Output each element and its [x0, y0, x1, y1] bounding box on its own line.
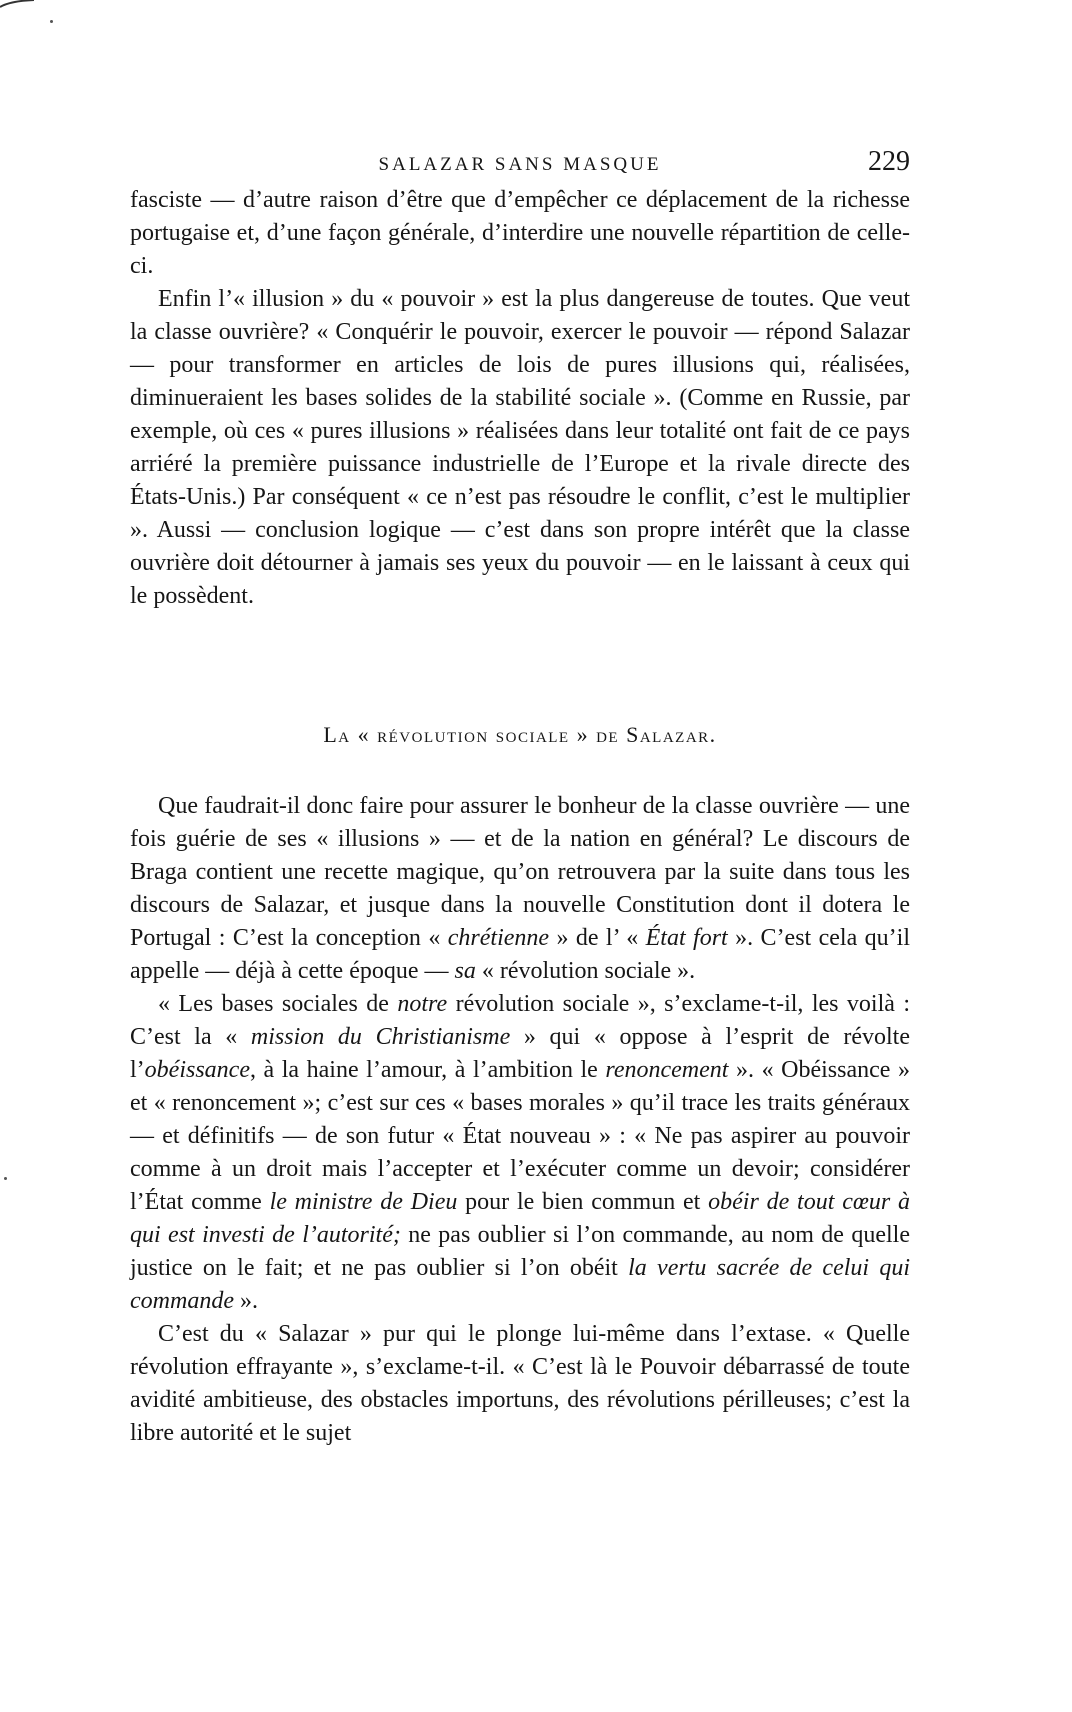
scan-corner-mark	[0, 0, 34, 8]
paragraph-recette-magique: Que faudrait-il donc faire pour assurer le bonheur de la classe ouvrière — une fois guérie de ses « illusions » — et de la nation en général? Le discours de Braga contient une recette magique, qu’on retrouvera par la suite dans tous les discours de Salazar, et jusque dans la nouvelle Constitution dont il dotera le Portugal : C’est la conception « chrétienne » de l’ « État fort ». C’est cela qu’il appelle — déjà à cette époque — sa « révolution sociale ».	[130, 793, 910, 984]
section-heading: La « révolution sociale » de Salazar.	[323, 722, 717, 747]
running-head	[130, 146, 910, 180]
scan-speck	[50, 20, 53, 23]
text-block-bottom	[130, 790, 910, 1450]
running-title: SALAZAR SANS MASQUE	[378, 154, 662, 175]
paragraph-bases-sociales: « Les bases sociales de notre révolution sociale », s’exclame-t-il, les voilà : C’est la « mission du Christianisme » qui « oppose à l’esprit de révolte l’obéissance, à la haine l’amour, à l’ambition le renoncement ». « Obéissance » et « renoncement »; c’est sur ces « bases morales » qu’il trace les traits généraux — et définitifs — de son futur « État nouveau » : « Ne pas aspirer au pouvoir comme à un droit mais l’accepter et l’exécuter comme un devoir; considérer l’État comme le ministre de Dieu pour le bien commun et obéir de tout cœur à qui est investi de l’autorité; ne pas oublier si l’on commande, au nom de quelle justice on le fait; et ne pas oublier si l’on obéit la vertu sacrée de celui qui commande ».	[130, 991, 911, 1314]
scan-speck	[4, 1177, 7, 1180]
paragraph-salazar-pur: C’est du « Salazar » pur qui le plonge lui-même dans l’extase. « Quelle révolution effrayante », s’exclame-t-il. « C’est là le Pouvoir débarrassé de toute avidité ambitieuse, des obstacles importuns, des révolutions périlleuses; c’est la libre autorité et le sujet	[130, 1321, 910, 1446]
page-number: 229	[868, 146, 910, 177]
paragraph-continuation: fasciste — d’autre raison d’être que d’empêcher ce déplacement de la richesse portugaise et, d’une façon générale, d’interdire une nouvelle répartition de celle-ci.	[130, 187, 910, 279]
paragraph-illusion-pouvoir: Enfin l’« illusion » du « pouvoir » est la plus dangereuse de toutes. Que veut la classe ouvrière? « Conquérir le pouvoir, exercer le pouvoir — répond Salazar — pour transformer en articles de lois de pures illusions qui, réalisées, diminueraient les bases solides de la stabilité sociale ». (Comme en Russie, par exemple, où ces « pures illusions » réalisées dans leur totalité ont fait de ce pays arriéré la première puissance industrielle de l’Europe et la rivale directe des États-Unis.) Par conséquent « ce n’est pas résoudre le conflit, c’est le multiplier ». Aussi — conclusion logique — c’est dans son propre intérêt que la classe ouvrière doit détourner à jamais ses yeux du pouvoir — en le laissant à ceux qui le possèdent.	[130, 286, 910, 609]
text-block-top	[130, 184, 910, 613]
